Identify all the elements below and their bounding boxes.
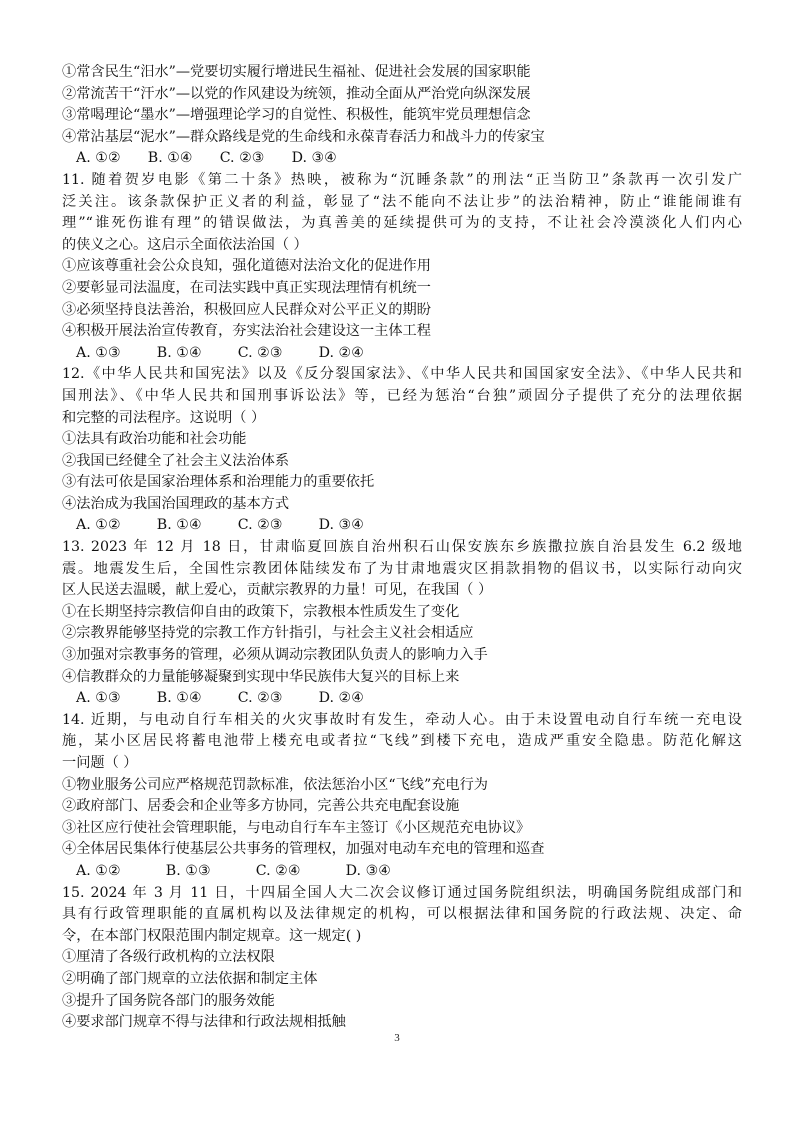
question-stem-line: 15. 2024 年 3 月 11 日，十四届全国人大二次会议修订通过国务院组织法，明确国务院组成部门和 xyxy=(62,884,742,901)
question-13-answer-choices: A. ①③ B. ①④ C. ②③ D. ②④ xyxy=(76,690,364,707)
option-line: ③常喝理论“墨水”—增强理论学习的自觉性、积极性，能筑牢党员理想信念 xyxy=(62,107,531,124)
question-14-answer-choices: A. ①② B. ①③ C. ②④ D. ③④ xyxy=(76,862,392,879)
option-line: ①物业服务公司应严格规范罚款标准，依法惩治小区“飞线”充电行为 xyxy=(62,776,488,793)
question-stem-line: 施，某小区居民将蓄电池带上楼充电或者拉“飞线”到楼下充电，造成严重安全隐患。防范化解这 xyxy=(62,733,742,750)
option-line: ②政府部门、居委会和企业等多方协同，完善公共充电配套设施 xyxy=(62,798,460,815)
question-11-answer-choices: A. ①③ B. ①④ C. ②③ D. ②④ xyxy=(76,344,364,361)
question-15 xyxy=(62,883,742,1034)
question-14 xyxy=(62,710,742,883)
option-line: ①在长期坚持宗教信仰自由的政策下，宗教根本性质发生了变化 xyxy=(62,603,460,620)
option-line: ③有法可依是国家治理体系和治理能力的重要依托 xyxy=(62,474,375,491)
option-line: ②常流苦干“汗水”—以党的作风建设为统领，推动全面从严治党向纵深发展 xyxy=(62,85,531,102)
option-line: ③社区应行使社会管理职能，与电动自行车车主签订《小区规范充电协议》 xyxy=(62,819,531,836)
option-line: ②宗教界能够坚持党的宗教工作方针指引，与社会主义社会相适应 xyxy=(62,625,474,642)
option-line: ③必须坚持良法善治，积极回应人民群众对公平正义的期盼 xyxy=(62,301,431,318)
page-number: 3 xyxy=(394,1032,400,1044)
question-10-answer-choices: A. ①② B. ①④ C. ②③ D. ③④ xyxy=(76,150,337,167)
option-line: ④全体居民集体行使基层公共事务的管理权，加强对电动车充电的管理和巡查 xyxy=(62,841,545,858)
question-stem-line: 区人民送去温暖，献上爱心，贡献宗教界的力量！可见，在我国（ ） xyxy=(62,582,493,599)
question-stem-line: 理”“谁死伤谁有理”的错误做法，为真善美的延续提供可为的支持，不让社会冷漠淡化人们内心 xyxy=(62,215,742,232)
question-stem-line: 国刑法》、《中华人民共和国刑事诉讼法》等，已经为惩治“台独”顽固分子提供了充分的法理依据 xyxy=(62,387,742,404)
option-line: ④积极开展法治宣传教育，夯实法治社会建设这一主体工程 xyxy=(62,323,431,340)
option-line: ①法具有政治功能和社会功能 xyxy=(62,431,247,448)
option-line: ②要彰显司法温度，在司法实践中真正实现法理情有机统一 xyxy=(62,279,431,296)
option-line: ④要求部门规章不得与法律和行政法规相抵触 xyxy=(62,1014,346,1031)
exam-content xyxy=(62,62,742,1034)
question-stem-line: 泛关注。该条款保护正义者的利益，彰显了“法不能向不法让步”的法治精神，防止“谁能闹谁有 xyxy=(62,193,742,210)
option-line: ④信教群众的力量能够凝聚到实现中华民族伟大复兴的目标上来 xyxy=(62,668,460,685)
option-line: ①常含民生“汨水”—党要切实履行增进民生福祉、促进社会发展的国家职能 xyxy=(62,64,531,80)
question-12-answer-choices: A. ①② B. ①④ C. ②③ D. ③④ xyxy=(76,517,364,534)
option-line: ①应该尊重社会公众良知，强化道德对法治文化的促进作用 xyxy=(62,258,431,275)
question-stem-line: 和完整的司法程序。这说明（ ） xyxy=(62,409,266,426)
question-stem-line: 14. 近期，与电动自行车相关的火灾事故时有发生，牵动人心。由于未设置电动自行车统一充电设 xyxy=(62,711,742,728)
question-stem-line: 11. 随着贺岁电影《第二十条》热映，被称为“沉睡条款”的刑法“正当防卫”条款再一次引发广 xyxy=(62,171,742,188)
question-12 xyxy=(62,364,742,537)
option-line: ④常沾基层“泥水”—群众路线是党的生命线和永葆青春活力和战斗力的传家宝 xyxy=(62,128,545,145)
option-line: ②我国已经健全了社会主义法治体系 xyxy=(62,452,290,469)
question-stem-line: 令，在本部门权限范围内制定规章。这一规定( ) xyxy=(62,927,362,944)
option-line: ②明确了部门规章的立法依据和制定主体 xyxy=(62,970,318,987)
question-stem-line: 具有行政管理职能的直属机构以及法律规定的机构，可以根据法律和国务院的行政法规、决定、命 xyxy=(62,906,742,923)
question-10-options xyxy=(62,62,742,148)
question-13 xyxy=(62,537,742,710)
question-stem-line: 13. 2023 年 12 月 18 日，甘肃临夏回族自治州积石山保安族东乡族撒拉族自治县发生 6.2 级地 xyxy=(62,539,742,556)
question-stem-line: 的侠义之心。这启示全面依法治国（ ） xyxy=(62,236,308,253)
question-stem-line: 一问题（ ） xyxy=(62,755,138,771)
question-11 xyxy=(62,170,742,364)
option-line: ③提升了国务院各部门的服务效能 xyxy=(62,992,275,1009)
option-line: ③加强对宗教事务的管理，必须从调动宗教团队负责人的影响力入手 xyxy=(62,647,488,664)
option-line: ①厘清了各级行政机构的立法权限 xyxy=(62,949,275,966)
question-stem-line: 12.《中华人民共和国宪法》以及《反分裂国家法》、《中华人民共和国国家安全法》、《中华人民共和 xyxy=(62,366,742,383)
question-stem-line: 震。地震发生后，全国性宗教团体陆续发布了为甘肃地震灾区捐款捐物的倡议书，以实际行动向灾 xyxy=(62,560,742,577)
option-line: ④法治成为我国治国理政的基本方式 xyxy=(62,495,290,512)
